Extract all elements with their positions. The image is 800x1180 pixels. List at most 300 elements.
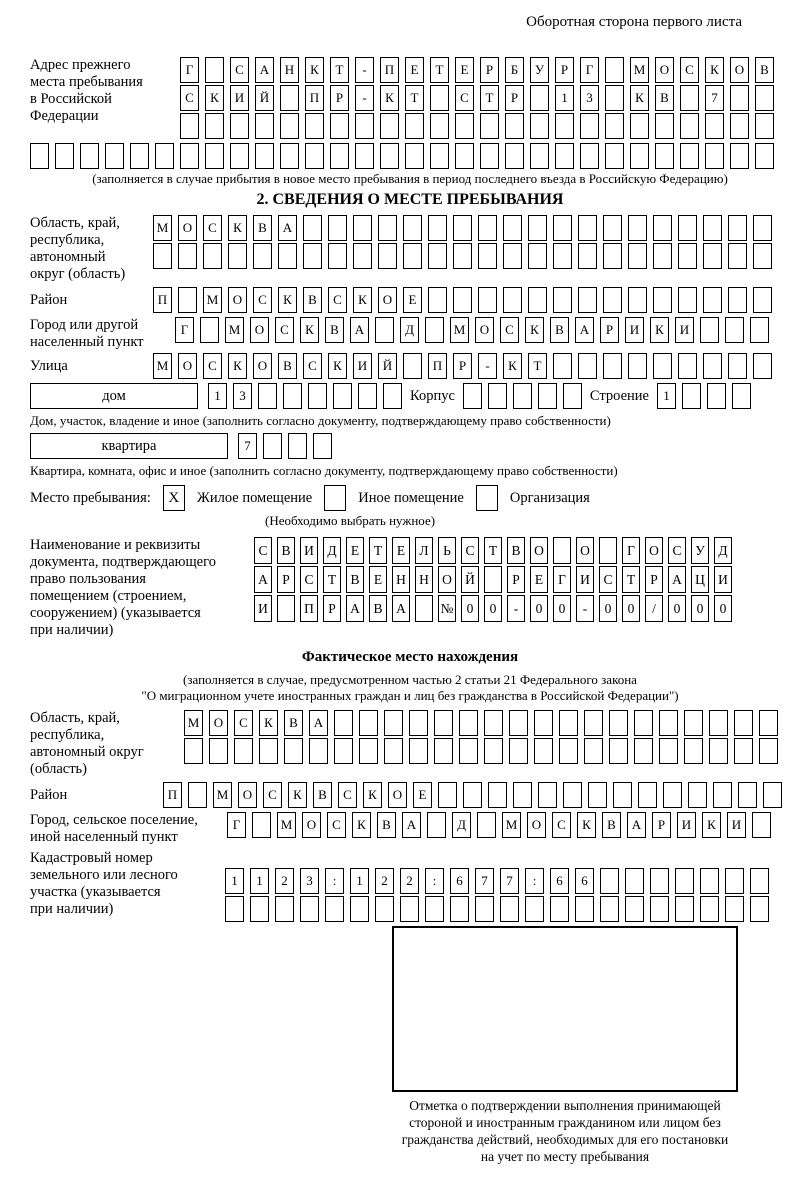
char-box [725, 896, 744, 922]
char-box: О [527, 812, 546, 838]
char-box: 7 [475, 868, 494, 894]
char-box [180, 143, 199, 169]
char-box: Р [507, 566, 525, 593]
char-box [553, 353, 572, 379]
char-box [705, 143, 724, 169]
char-box: С [303, 353, 322, 379]
char-box [528, 243, 547, 269]
char-box [655, 113, 674, 139]
char-box [755, 143, 774, 169]
char-box: О [250, 317, 269, 343]
char-box [603, 353, 622, 379]
char-box [475, 896, 494, 922]
char-box [528, 215, 547, 241]
char-box [709, 710, 728, 736]
char-box: И [677, 812, 696, 838]
char-box: - [355, 57, 374, 83]
char-box [613, 782, 632, 808]
char-box [609, 738, 628, 764]
char-box: А [278, 215, 297, 241]
korpus-row [463, 383, 582, 409]
char-box [309, 738, 328, 764]
char-box: Д [323, 537, 341, 564]
char-box [300, 896, 319, 922]
char-box [584, 738, 603, 764]
char-box: К [228, 215, 247, 241]
char-box [588, 782, 607, 808]
char-box: Д [400, 317, 419, 343]
region-row-2 [153, 243, 772, 269]
char-box [603, 243, 622, 269]
char-box [252, 812, 271, 838]
actual-location-note-line-1: (заполняется в случае, предусмотренном частью 2 статьи 21 Федерального закона [183, 672, 637, 687]
char-box [384, 710, 403, 736]
char-box: С [253, 287, 272, 313]
char-box [682, 383, 701, 409]
char-box: К [353, 287, 372, 313]
char-box [188, 782, 207, 808]
char-box [678, 353, 697, 379]
region-block [30, 215, 790, 283]
char-box [728, 243, 747, 269]
checkbox-organizaciya [476, 485, 498, 511]
char-box [503, 243, 522, 269]
char-box [678, 215, 697, 241]
char-box: И [254, 595, 272, 622]
char-box: С [461, 537, 479, 564]
char-box: И [300, 537, 318, 564]
street-row [153, 353, 772, 379]
char-box [650, 896, 669, 922]
char-box [303, 243, 322, 269]
char-box [428, 215, 447, 241]
checkbox-inoe [324, 485, 346, 511]
char-box [205, 113, 224, 139]
char-box [584, 710, 603, 736]
char-box: : [525, 868, 544, 894]
confirmation-stamp-box [392, 926, 738, 1092]
char-box [659, 738, 678, 764]
char-box [350, 896, 369, 922]
stay-place-label: Место пребывания: [30, 490, 151, 506]
actual-region-block [30, 710, 790, 778]
char-box: О [438, 566, 456, 593]
char-box: П [305, 85, 324, 111]
char-box [678, 287, 697, 313]
char-box [288, 433, 307, 459]
char-box: С [552, 812, 571, 838]
char-box: О [475, 317, 494, 343]
char-box [503, 287, 522, 313]
char-box [480, 143, 499, 169]
char-box: Г [580, 57, 599, 83]
char-box: М [502, 812, 521, 838]
char-box [750, 868, 769, 894]
char-box: Т [323, 566, 341, 593]
char-box [403, 215, 422, 241]
char-box: Г [227, 812, 246, 838]
actual-city-row [227, 812, 771, 838]
char-box [478, 243, 497, 269]
char-box [730, 113, 749, 139]
char-box: В [602, 812, 621, 838]
char-box [450, 896, 469, 922]
char-box [605, 143, 624, 169]
char-box: О [238, 782, 257, 808]
char-box [653, 243, 672, 269]
char-box [303, 215, 322, 241]
char-box [359, 738, 378, 764]
char-box: В [377, 812, 396, 838]
char-box [330, 113, 349, 139]
char-box [405, 143, 424, 169]
cadastral-row-1 [225, 868, 769, 894]
char-box [277, 595, 295, 622]
char-box: : [425, 868, 444, 894]
label-line: места пребывания [30, 74, 143, 90]
char-box [234, 738, 253, 764]
char-box [178, 243, 197, 269]
char-box: К [525, 317, 544, 343]
label-line: земельного или лесного [30, 867, 178, 883]
prev-address-row-3 [180, 113, 774, 139]
char-box [205, 57, 224, 83]
char-box: Б [505, 57, 524, 83]
char-box [725, 317, 744, 343]
char-box [625, 896, 644, 922]
char-box: П [153, 287, 172, 313]
char-box [700, 317, 719, 343]
char-box [725, 868, 744, 894]
char-box: Н [280, 57, 299, 83]
char-box: Р [652, 812, 671, 838]
char-box [200, 317, 219, 343]
char-box [378, 243, 397, 269]
char-box [505, 113, 524, 139]
char-box [280, 143, 299, 169]
char-box [405, 113, 424, 139]
char-box: Т [369, 537, 387, 564]
char-box: М [153, 353, 172, 379]
char-box: М [213, 782, 232, 808]
label-line: автономный [30, 249, 106, 265]
char-box: О [655, 57, 674, 83]
char-box [55, 143, 74, 169]
char-box: О [209, 710, 228, 736]
char-box: 2 [400, 868, 419, 894]
char-box: О [530, 537, 548, 564]
prev-address-row-1 [180, 57, 774, 83]
label-line: Федерации [30, 108, 99, 124]
char-box [434, 710, 453, 736]
char-box [205, 143, 224, 169]
char-box: В [550, 317, 569, 343]
char-box: С [680, 57, 699, 83]
char-box: Д [714, 537, 732, 564]
char-box: М [184, 710, 203, 736]
char-box [703, 287, 722, 313]
char-box: С [203, 215, 222, 241]
char-box [578, 215, 597, 241]
char-box [738, 782, 757, 808]
char-box [705, 113, 724, 139]
house-block [30, 383, 790, 411]
char-box [434, 738, 453, 764]
char-box: Т [528, 353, 547, 379]
cadastral-label [30, 850, 225, 918]
char-box [383, 383, 402, 409]
char-box: 0 [622, 595, 640, 622]
char-box [684, 738, 703, 764]
char-box [755, 113, 774, 139]
char-box [305, 113, 324, 139]
document-row-3 [254, 595, 732, 622]
char-box [578, 353, 597, 379]
char-box: 6 [550, 868, 569, 894]
char-box [308, 383, 327, 409]
char-box: 7 [238, 433, 257, 459]
char-box [453, 215, 472, 241]
char-box: М [630, 57, 649, 83]
char-box [478, 287, 497, 313]
actual-district-row [163, 782, 782, 808]
char-box: С [275, 317, 294, 343]
char-box [628, 243, 647, 269]
char-box: А [575, 317, 594, 343]
char-box [734, 710, 753, 736]
char-box [480, 113, 499, 139]
char-box [380, 143, 399, 169]
actual-district-label: Район [30, 787, 68, 803]
char-box: Е [392, 537, 410, 564]
char-box [358, 383, 377, 409]
char-box: Р [600, 317, 619, 343]
char-box: С [230, 57, 249, 83]
apartment-name-box: квартира [30, 433, 228, 459]
char-box: И [230, 85, 249, 111]
prev-address-row-2 [180, 85, 774, 111]
char-box: С [668, 537, 686, 564]
char-box: 2 [275, 868, 294, 894]
char-box [555, 113, 574, 139]
char-box: 1 [555, 85, 574, 111]
char-box [528, 287, 547, 313]
char-box [653, 287, 672, 313]
char-box: Н [392, 566, 410, 593]
char-box [258, 383, 277, 409]
option-zhiloe-label: Жилое помещение [196, 490, 313, 506]
char-box [477, 812, 496, 838]
char-box: 7 [500, 868, 519, 894]
char-box: В [303, 287, 322, 313]
option-inoe-label: Иное помещение [358, 490, 464, 506]
char-box [753, 215, 772, 241]
char-box [675, 896, 694, 922]
char-box: 1 [250, 868, 269, 894]
district-label: Район [30, 292, 68, 308]
caption-line: Отметка о подтверждении выполнения принимающей [409, 1098, 721, 1113]
char-box: М [450, 317, 469, 343]
char-box [559, 738, 578, 764]
char-box: К [503, 353, 522, 379]
char-box: М [225, 317, 244, 343]
region-row-1 [153, 215, 772, 241]
char-box: Г [553, 566, 571, 593]
char-box: - [355, 85, 374, 111]
char-box [428, 243, 447, 269]
char-box [484, 738, 503, 764]
char-box [680, 113, 699, 139]
char-box: К [259, 710, 278, 736]
char-box: Т [622, 566, 640, 593]
char-box: Г [622, 537, 640, 564]
char-box [228, 243, 247, 269]
char-box: А [309, 710, 328, 736]
char-box [734, 738, 753, 764]
char-box: С [300, 566, 318, 593]
char-box [328, 215, 347, 241]
char-box [380, 113, 399, 139]
label-line: помещением (строением, [30, 588, 187, 604]
page-side-note: Оборотная сторона первого листа [526, 14, 742, 30]
char-box [30, 143, 49, 169]
char-box: А [255, 57, 274, 83]
char-box: О [576, 537, 594, 564]
char-box [703, 353, 722, 379]
char-box [534, 710, 553, 736]
char-box: В [253, 215, 272, 241]
char-box [353, 215, 372, 241]
char-box: Е [455, 57, 474, 83]
char-box: М [203, 287, 222, 313]
apartment-caption: Квартира, комната, офис и иное (заполнить согласно документу, подтверждающему право собственности) [30, 463, 618, 478]
char-box: И [353, 353, 372, 379]
char-box: Р [277, 566, 295, 593]
char-box [763, 782, 782, 808]
char-box [130, 143, 149, 169]
char-box: У [530, 57, 549, 83]
char-box: : [325, 868, 344, 894]
char-box [755, 85, 774, 111]
char-box: Т [330, 57, 349, 83]
caption-line: на учет по месту пребывания [480, 1149, 650, 1164]
char-box [455, 113, 474, 139]
char-box: - [507, 595, 525, 622]
document-rows [254, 537, 732, 624]
document-label [30, 537, 254, 639]
char-box [427, 812, 446, 838]
char-box [203, 243, 222, 269]
label-line: республика, [30, 232, 105, 248]
actual-region-row-1 [184, 710, 778, 736]
caption-line: гражданства действий, необходимых для его постановки [401, 1132, 729, 1147]
char-box [678, 243, 697, 269]
char-box: Е [530, 566, 548, 593]
prev-address-label [30, 57, 180, 125]
char-box: - [478, 353, 497, 379]
char-box [455, 143, 474, 169]
char-box [630, 113, 649, 139]
stamp-caption [365, 1097, 765, 1165]
char-box: О [388, 782, 407, 808]
char-box: Л [415, 537, 433, 564]
char-box [753, 287, 772, 313]
char-box: О [228, 287, 247, 313]
char-box [575, 896, 594, 922]
char-box [409, 738, 428, 764]
char-box: С [180, 85, 199, 111]
char-box: С [599, 566, 617, 593]
char-box: Г [175, 317, 194, 343]
char-box [603, 215, 622, 241]
char-box [275, 896, 294, 922]
char-box [680, 143, 699, 169]
char-box [488, 782, 507, 808]
char-box: К [328, 353, 347, 379]
char-box [653, 353, 672, 379]
char-box [253, 243, 272, 269]
char-box [305, 143, 324, 169]
char-box: К [305, 57, 324, 83]
char-box [580, 113, 599, 139]
char-box: К [630, 85, 649, 111]
char-box [153, 243, 172, 269]
char-box: Т [484, 537, 502, 564]
actual-city-label [30, 812, 227, 846]
char-box [484, 710, 503, 736]
char-box: О [178, 215, 197, 241]
char-box: Р [323, 595, 341, 622]
char-box: 3 [233, 383, 252, 409]
char-box: 1 [657, 383, 676, 409]
char-box: К [705, 57, 724, 83]
char-box [325, 896, 344, 922]
char-box: С [455, 85, 474, 111]
char-box: Е [369, 566, 387, 593]
stay-place-block [30, 485, 790, 511]
char-box: И [576, 566, 594, 593]
char-box [430, 85, 449, 111]
char-box [728, 353, 747, 379]
char-box [333, 383, 352, 409]
label-line: сооружением) (указывается [30, 605, 201, 621]
actual-location-title: Фактическое место нахождения [301, 649, 519, 665]
char-box [353, 243, 372, 269]
char-box [500, 896, 519, 922]
label-line: населенный пункт [30, 334, 144, 350]
char-box [80, 143, 99, 169]
char-box [732, 383, 751, 409]
char-box [709, 738, 728, 764]
char-box: 0 [461, 595, 479, 622]
apartment-block [30, 433, 790, 461]
char-box [700, 896, 719, 922]
char-box: К [380, 85, 399, 111]
stroenie-row [657, 383, 751, 409]
char-box: 0 [691, 595, 709, 622]
char-box [255, 143, 274, 169]
char-box [459, 738, 478, 764]
char-box: 0 [668, 595, 686, 622]
char-box: С [327, 812, 346, 838]
char-box: Ь [438, 537, 456, 564]
char-box: Р [453, 353, 472, 379]
char-box [328, 243, 347, 269]
actual-region-rows [184, 710, 778, 766]
char-box [553, 287, 572, 313]
char-box [415, 595, 433, 622]
char-box: А [346, 595, 364, 622]
